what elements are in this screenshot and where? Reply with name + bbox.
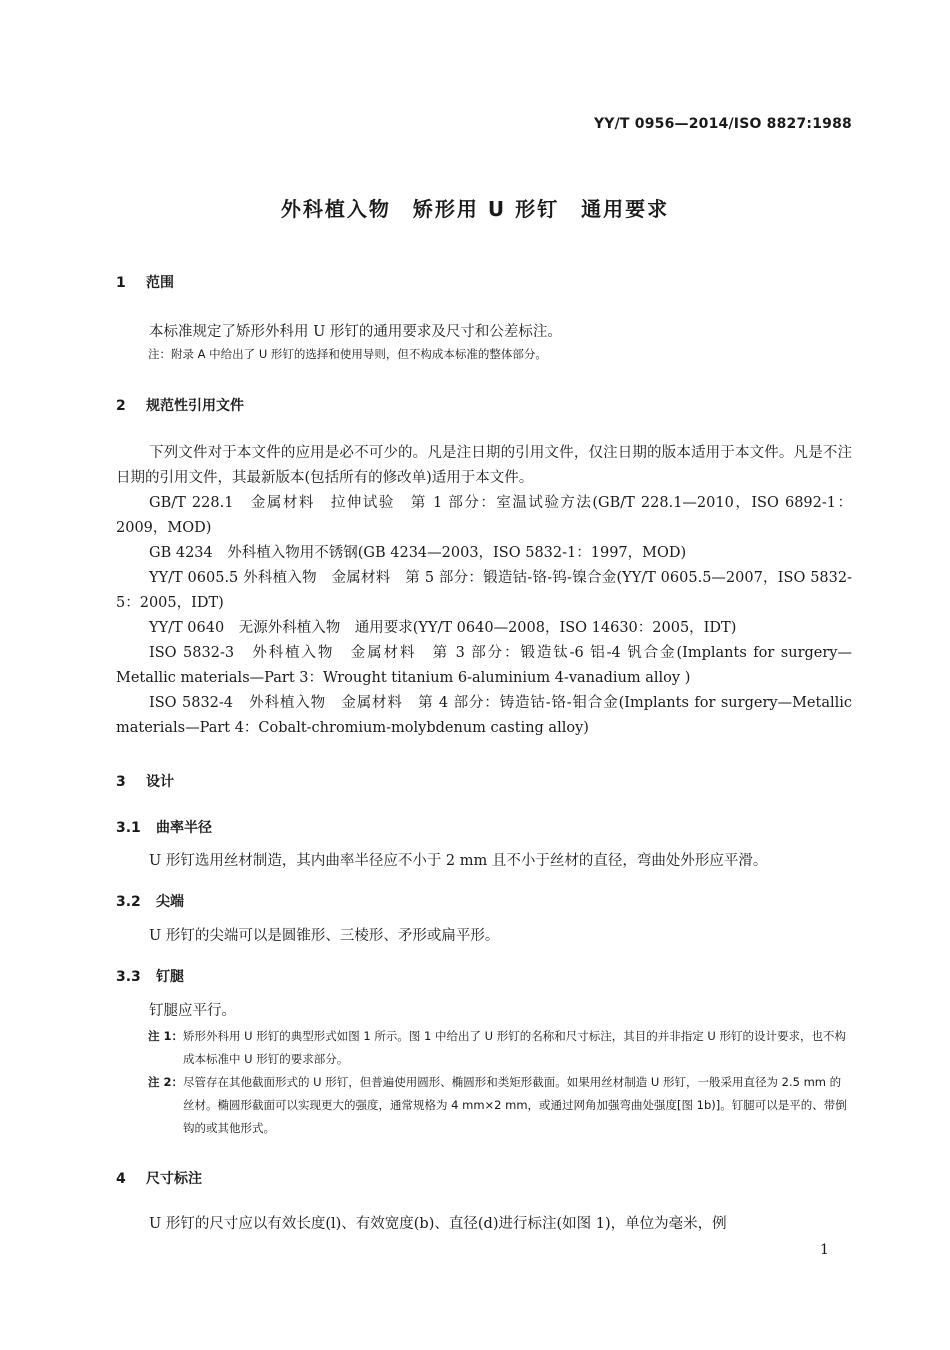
section-3-3-heading: [116, 966, 184, 986]
note-label: 注 2：: [148, 1075, 184, 1089]
section-number: 3.2: [116, 894, 141, 910]
section-title: 规范性引用文件: [146, 398, 244, 414]
section-4-heading: [116, 1168, 202, 1188]
note-text: 尽管存在其他截面形式的 U 形钉，但普遍使用圆形、椭圆形和类矩形截面。如果用丝材制造 U 形钉，一般采用直径为 2.5 mm 的丝材。椭圆形截面可以实现更大的强度，通常规格为 4 mm×2 mm，或通过网角加强弯曲处强度[图 1b)]。钉腿可以是平的、带倒钩的或其他形式。: [183, 1075, 847, 1135]
legs-note-1: [148, 1025, 852, 1071]
section-number: 1: [116, 275, 126, 291]
reference-item: ISO 5832-3 外科植入物 金属材料 第 3 部分：锻造钛-6 铝-4 钒合金(Implants for surgery—Metallic materials—Part 3：Wrought titanium 6-aluminium 4-vanadium alloy ): [116, 645, 852, 686]
reference-item: ISO 5832-4 外科植入物 金属材料 第 4 部分：铸造钴-铬-钼合金(Implants for surgery—Metallic materials—Part 4：Cobalt-chromium-molybdenum casting alloy): [116, 695, 852, 736]
reference-item: GB 4234 外科植入物用不锈钢(GB 4234—2003，ISO 5832-1：1997，MOD): [149, 545, 687, 561]
legs-note-2: [148, 1071, 852, 1140]
section-1-heading: [116, 272, 174, 292]
section-number: 4: [116, 1171, 126, 1187]
section-3-1-heading: [116, 817, 212, 837]
document-code: YY/T 0956—2014/ISO 8827:1988: [593, 116, 852, 132]
legs-paragraph: 钉腿应平行。: [149, 1003, 236, 1019]
section-number: 3.3: [116, 969, 141, 985]
curvature-paragraph: U 形钉选用丝材制造，其内曲率半径应不小于 2 mm 且不小于丝材的直径，弯曲处外形应平滑。: [149, 853, 768, 869]
section-title: 设计: [146, 774, 174, 790]
reference-item: YY/T 0605.5 外科植入物 金属材料 第 5 部分：锻造钴-铬-钨-镍合金(YY/T 0605.5—2007，ISO 5832-5：2005，IDT): [116, 570, 852, 611]
page-number: 1: [820, 1242, 829, 1258]
scope-note: 注：附录 A 中给出了 U 形钉的选择和使用导则，但不构成本标准的整体部分。: [148, 347, 547, 361]
reference-item: GB/T 228.1 金属材料 拉伸试验 第 1 部分：室温试验方法(GB/T 228.1—2010，ISO 6892-1：2009，MOD): [116, 495, 852, 536]
section-number: 3.1: [116, 820, 141, 836]
normative-references-intro: 下列文件对于本文件的应用是必不可少的。凡是注日期的引用文件，仅注日期的版本适用于本文件。凡是不注日期的引用文件，其最新版本(包括所有的修改单)适用于本文件。: [116, 445, 852, 486]
section-2-heading: [116, 395, 244, 415]
scope-paragraph: 本标准规定了矫形外科用 U 形钉的通用要求及尺寸和公差标注。: [149, 324, 562, 340]
section-title: 尖端: [156, 894, 184, 910]
section-number: 3: [116, 774, 126, 790]
tip-paragraph: U 形钉的尖端可以是圆锥形、三棱形、矛形或扁平形。: [149, 928, 500, 944]
section-title: 钉腿: [156, 969, 184, 985]
note-label: 注 1：: [148, 1029, 184, 1043]
section-3-heading: [116, 771, 174, 791]
section-title: 曲率半径: [156, 820, 212, 836]
document-title: 外科植入物 矫形用 U 形钉 通用要求: [280, 197, 670, 221]
section-number: 2: [116, 398, 126, 414]
section-3-2-heading: [116, 891, 184, 911]
dimension-paragraph: U 形钉的尺寸应以有效长度(l)、有效宽度(b)、直径(d)进行标注(如图 1)，单位为毫米，例: [149, 1216, 727, 1232]
reference-item: YY/T 0640 无源外科植入物 通用要求(YY/T 0640—2008，ISO 14630：2005，IDT): [149, 620, 737, 636]
section-title: 范围: [146, 275, 174, 291]
note-text: 矫形外科用 U 形钉的典型形式如图 1 所示。图 1 中给出了 U 形钉的名称和尺寸标注，其目的并非指定 U 形钉的设计要求，也不构成本标准中 U 形钉的要求部分。: [183, 1029, 846, 1066]
section-title: 尺寸标注: [146, 1171, 202, 1187]
